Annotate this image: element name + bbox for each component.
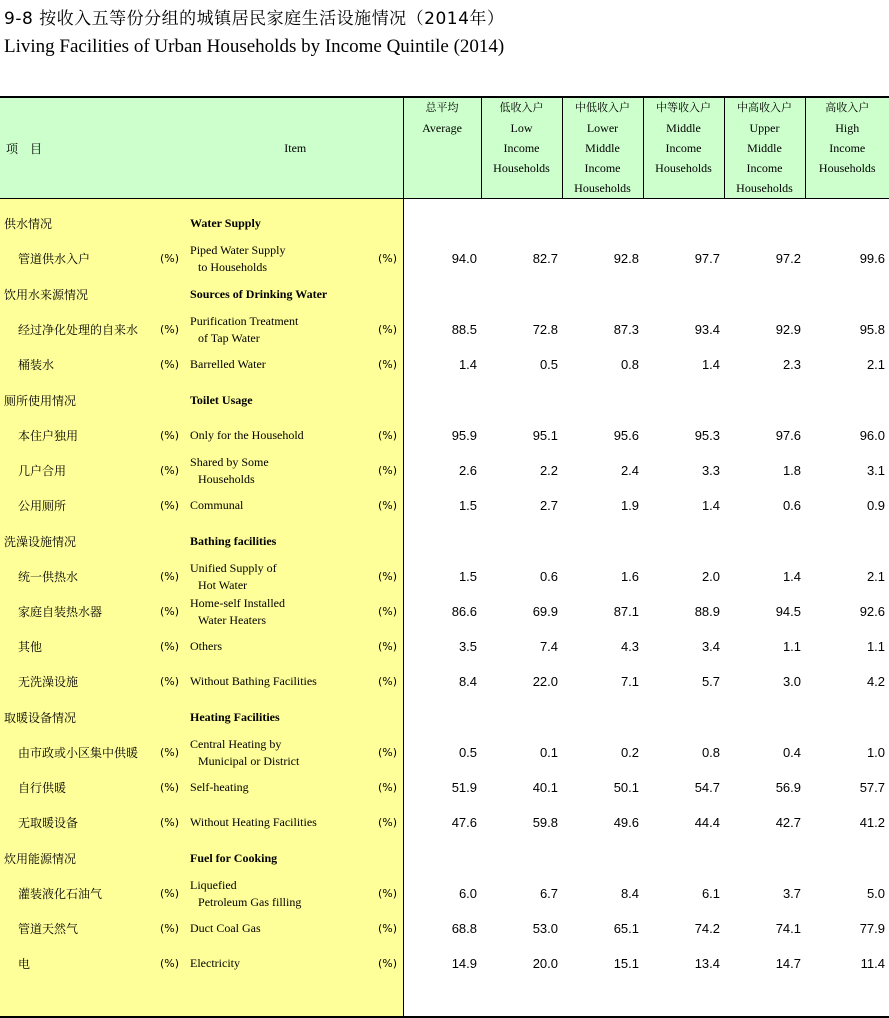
item-label-en: [188, 418, 378, 453]
col-header-en-line: Income: [503, 141, 540, 155]
col-header-zh: 低收入户: [499, 101, 544, 114]
unit-label: (%): [378, 347, 403, 382]
col-header-high-income: [805, 97, 889, 199]
header-row: [0, 97, 889, 199]
unit-label: (%): [160, 946, 188, 981]
value-low-income: 6.7: [539, 886, 559, 901]
value-upper-middle-income: 0.6: [782, 498, 802, 513]
unit-label: (%): [160, 735, 188, 770]
value-lower-middle-income: 7.1: [620, 674, 640, 689]
value-lower-middle-income: 87.1: [613, 604, 640, 619]
value-low-income: 2.7: [539, 498, 559, 513]
table-row: [0, 946, 889, 981]
value-upper-middle-income: 56.9: [775, 780, 802, 795]
section-label-zh: 洗澡设施情况: [0, 523, 160, 559]
unit-label: (%): [378, 770, 403, 805]
unit-label: (%): [378, 629, 403, 664]
value-middle-income: 74.2: [694, 921, 721, 936]
section-label-en: Sources of Drinking Water: [188, 276, 378, 312]
item-label-zh: 电: [0, 946, 160, 981]
item-label-en-line: Liquefied: [190, 877, 237, 892]
value-lower-middle-income: 0.2: [620, 745, 640, 760]
col-header-en-line: Average: [422, 121, 462, 135]
unit-label: (%): [160, 453, 188, 488]
value-high-income: 5.0: [866, 886, 886, 901]
section-row: [0, 276, 889, 312]
unit-label: (%): [378, 559, 403, 594]
section-label-en: Heating Facilities: [188, 699, 378, 735]
value-middle-income: 44.4: [694, 815, 721, 830]
item-label-zh: 统一供热水: [0, 559, 160, 594]
value-middle-income: 88.9: [694, 604, 721, 619]
table-row: [0, 629, 889, 664]
value-high-income: 3.1: [866, 463, 886, 478]
value-upper-middle-income: 1.4: [782, 569, 802, 584]
unit-label: (%): [160, 629, 188, 664]
col-header-en-line: High: [835, 121, 860, 135]
col-header-average: [403, 97, 481, 199]
value-upper-middle-income: 74.1: [775, 921, 802, 936]
value-average: 95.9: [451, 428, 478, 443]
value-high-income: 92.6: [859, 604, 886, 619]
value-lower-middle-income: 1.6: [620, 569, 640, 584]
unit-label: (%): [160, 488, 188, 523]
value-upper-middle-income: 92.9: [775, 322, 802, 337]
value-lower-middle-income: 95.6: [613, 428, 640, 443]
item-header-zh: 项 目: [0, 97, 188, 199]
unit-label: (%): [160, 347, 188, 382]
value-high-income: 99.6: [859, 251, 886, 266]
table-row: [0, 418, 889, 453]
item-label-en-line: Self-heating: [190, 780, 249, 794]
item-label-en-line: Unified Supply of: [190, 560, 277, 575]
value-middle-income: 3.4: [701, 639, 721, 654]
value-average: 2.6: [458, 463, 478, 478]
col-header-en-line: Income: [829, 141, 866, 155]
section-label-en: Toilet Usage: [188, 382, 378, 418]
item-label-en-line: Households: [198, 471, 255, 486]
unit-label: (%): [378, 735, 403, 770]
value-lower-middle-income: 0.8: [620, 357, 640, 372]
unit-label: (%): [160, 418, 188, 453]
section-row: [0, 382, 889, 418]
value-lower-middle-income: 1.9: [620, 498, 640, 513]
section-label-zh: 厕所使用情况: [0, 382, 160, 418]
unit-label: (%): [160, 664, 188, 699]
item-label-en: [188, 629, 378, 664]
item-label-en-line: Hot Water: [198, 577, 248, 592]
value-middle-income: 0.8: [701, 745, 721, 760]
table-row: [0, 594, 889, 629]
item-label-zh: 其他: [0, 629, 160, 664]
col-header-upper-middle-income: [724, 97, 805, 199]
item-label-en-line: Central Heating by: [190, 736, 282, 751]
table-row: [0, 488, 889, 523]
value-high-income: 95.8: [859, 322, 886, 337]
section-row: [0, 699, 889, 735]
value-upper-middle-income: 3.7: [782, 886, 802, 901]
value-low-income: 2.2: [539, 463, 559, 478]
item-label-en-line: Duct Coal Gas: [190, 921, 261, 935]
living-facilities-table: [0, 96, 889, 1016]
col-header-en-line: Middle: [747, 141, 782, 155]
value-average: 88.5: [451, 322, 478, 337]
table-title-english: Living Facilities of Urban Households by Income Quintile (2014): [4, 36, 505, 57]
value-average: 51.9: [451, 780, 478, 795]
value-average: 0.5: [458, 745, 478, 760]
table-row: [0, 453, 889, 488]
table-row: [0, 241, 889, 276]
item-label-zh: 由市政或小区集中供暖: [0, 735, 160, 770]
item-label-zh: 经过净化处理的自来水: [0, 312, 160, 347]
value-high-income: 0.9: [866, 498, 886, 513]
item-label-en-line: to Households: [198, 259, 268, 274]
item-label-zh: 灌装液化石油气: [0, 876, 160, 911]
value-middle-income: 2.0: [701, 569, 721, 584]
item-label-zh: 管道天然气: [0, 911, 160, 946]
value-lower-middle-income: 4.3: [620, 639, 640, 654]
value-upper-middle-income: 97.6: [775, 428, 802, 443]
col-header-en-line: Middle: [666, 121, 701, 135]
item-label-en-line: Others: [190, 639, 223, 653]
value-low-income: 53.0: [532, 921, 559, 936]
col-header-en-line: Low: [510, 121, 533, 135]
unit-label: (%): [378, 488, 403, 523]
item-label-en: [188, 347, 378, 382]
value-middle-income: 1.4: [701, 357, 721, 372]
value-middle-income: 5.7: [701, 674, 721, 689]
table-title-chinese: 9-8 按收入五等份分组的城镇居民家庭生活设施情况（2014年）: [4, 9, 505, 29]
value-middle-income: 6.1: [701, 886, 721, 901]
item-label-en-line: of Tap Water: [198, 330, 260, 345]
value-high-income: 77.9: [859, 921, 886, 936]
item-label-en-line: Petroleum Gas filling: [198, 894, 302, 909]
value-low-income: 22.0: [532, 674, 559, 689]
table-row: [0, 770, 889, 805]
value-middle-income: 1.4: [701, 498, 721, 513]
col-header-en-line: Households: [818, 161, 876, 175]
col-header-zh: 中高收入户: [737, 101, 793, 114]
value-upper-middle-income: 14.7: [775, 956, 802, 971]
value-average: 1.4: [458, 357, 478, 372]
section-label-en: Water Supply: [188, 205, 378, 241]
unit-label: (%): [378, 946, 403, 981]
value-average: 1.5: [458, 569, 478, 584]
item-label-en: [188, 911, 378, 946]
section-label-zh: 供水情况: [0, 205, 160, 241]
col-header-low-income: [481, 97, 562, 199]
item-label-zh: 桶装水: [0, 347, 160, 382]
value-average: 1.5: [458, 498, 478, 513]
value-high-income: 41.2: [859, 815, 886, 830]
value-high-income: 57.7: [859, 780, 886, 795]
table-row: [0, 876, 889, 911]
item-label-zh: 几户合用: [0, 453, 160, 488]
value-low-income: 95.1: [532, 428, 559, 443]
item-label-en: [188, 594, 378, 629]
value-low-income: 82.7: [532, 251, 559, 266]
col-header-en-line: Households: [655, 161, 712, 175]
item-label-en-line: Water Heaters: [198, 612, 267, 627]
col-header-middle-income: [643, 97, 724, 199]
item-label-en-line: Without Bathing Facilities: [190, 674, 317, 688]
item-label-en-line: Communal: [190, 498, 244, 512]
section-label-en: Bathing facilities: [188, 523, 378, 559]
value-upper-middle-income: 1.1: [782, 639, 802, 654]
table-row: [0, 805, 889, 840]
item-label-en: [188, 453, 378, 488]
item-label-zh: 无取暖设备: [0, 805, 160, 840]
item-label-en-line: Barrelled Water: [190, 357, 266, 371]
spacer-row: [0, 981, 889, 1016]
col-header-en-line: Lower: [586, 121, 619, 135]
col-header-zh: 中低收入户: [575, 101, 631, 114]
item-label-en: [188, 312, 378, 347]
table-row: [0, 559, 889, 594]
table-row: [0, 347, 889, 382]
item-label-en-line: Without Heating Facilities: [190, 815, 317, 829]
table-row: [0, 735, 889, 770]
item-label-zh: 自行供暖: [0, 770, 160, 805]
value-low-income: 0.6: [539, 569, 559, 584]
value-average: 86.6: [451, 604, 478, 619]
value-lower-middle-income: 49.6: [613, 815, 640, 830]
unit-label: (%): [378, 664, 403, 699]
unit-label: (%): [378, 453, 403, 488]
value-low-income: 40.1: [532, 780, 559, 795]
table-row: [0, 911, 889, 946]
item-label-en: [188, 946, 378, 981]
item-label-en: [188, 664, 378, 699]
value-average: 3.5: [458, 639, 478, 654]
section-label-zh: 炊用能源情况: [0, 840, 160, 876]
item-header-en: Item: [188, 97, 403, 199]
col-header-lower-middle-income: [562, 97, 643, 199]
value-lower-middle-income: 87.3: [613, 322, 640, 337]
value-upper-middle-income: 94.5: [775, 604, 802, 619]
table-row: [0, 664, 889, 699]
col-header-zh: 总平均: [425, 101, 459, 114]
value-middle-income: 97.7: [694, 251, 721, 266]
unit-label: (%): [160, 312, 188, 347]
value-lower-middle-income: 65.1: [613, 921, 640, 936]
value-low-income: 0.1: [539, 745, 559, 760]
col-header-en-line: Households: [574, 181, 631, 195]
value-middle-income: 54.7: [694, 780, 721, 795]
value-low-income: 69.9: [532, 604, 559, 619]
item-label-en: [188, 876, 378, 911]
value-low-income: 0.5: [539, 357, 559, 372]
value-low-income: 72.8: [532, 322, 559, 337]
item-label-zh: 本住户独用: [0, 418, 160, 453]
section-label-zh: 取暖设备情况: [0, 699, 160, 735]
item-label-zh: 公用厕所: [0, 488, 160, 523]
col-header-en-line: Upper: [749, 121, 780, 135]
item-label-en: [188, 735, 378, 770]
unit-label: (%): [378, 805, 403, 840]
value-average: 68.8: [451, 921, 478, 936]
unit-label: (%): [160, 805, 188, 840]
unit-label: (%): [378, 418, 403, 453]
item-label-en-line: Piped Water Supply: [190, 242, 286, 257]
unit-label: (%): [160, 559, 188, 594]
unit-label: (%): [160, 770, 188, 805]
value-middle-income: 93.4: [694, 322, 721, 337]
section-row: [0, 205, 889, 241]
unit-label: (%): [160, 911, 188, 946]
item-label-en-line: Only for the Household: [190, 428, 304, 442]
value-middle-income: 3.3: [701, 463, 721, 478]
table-row: [0, 312, 889, 347]
value-upper-middle-income: 42.7: [775, 815, 802, 830]
item-label-en: [188, 805, 378, 840]
value-lower-middle-income: 8.4: [620, 886, 640, 901]
section-label-en: Fuel for Cooking: [188, 840, 378, 876]
value-upper-middle-income: 97.2: [775, 251, 802, 266]
item-label-en-line: Municipal or District: [198, 753, 300, 768]
value-upper-middle-income: 0.4: [782, 745, 802, 760]
col-header-en-line: Middle: [585, 141, 620, 155]
unit-label: (%): [378, 911, 403, 946]
value-average: 47.6: [451, 815, 478, 830]
unit-label: (%): [160, 876, 188, 911]
value-low-income: 7.4: [539, 639, 559, 654]
item-label-en: [188, 770, 378, 805]
section-row: [0, 840, 889, 876]
value-upper-middle-income: 1.8: [782, 463, 802, 478]
value-average: 6.0: [458, 886, 478, 901]
unit-label: (%): [160, 594, 188, 629]
item-label-en-line: Electricity: [190, 956, 240, 970]
value-high-income: 96.0: [859, 428, 886, 443]
item-label-en-line: Purification Treatment: [190, 313, 299, 328]
value-high-income: 2.1: [866, 357, 886, 372]
section-row: [0, 523, 889, 559]
unit-label: (%): [378, 876, 403, 911]
item-label-zh: 管道供水入户: [0, 241, 160, 276]
table-body: [0, 205, 889, 1016]
value-middle-income: 13.4: [694, 956, 721, 971]
value-high-income: 4.2: [866, 674, 886, 689]
value-lower-middle-income: 15.1: [613, 956, 640, 971]
col-header-en-line: Households: [736, 181, 793, 195]
value-average: 8.4: [458, 674, 478, 689]
item-label-en: [188, 241, 378, 276]
value-high-income: 1.1: [866, 639, 886, 654]
item-label-en-line: Home-self Installed: [190, 595, 285, 610]
col-header-en-line: Households: [493, 161, 550, 175]
value-average: 94.0: [451, 251, 478, 266]
value-upper-middle-income: 3.0: [782, 674, 802, 689]
value-high-income: 2.1: [866, 569, 886, 584]
value-low-income: 59.8: [532, 815, 559, 830]
unit-label: (%): [160, 241, 188, 276]
unit-label: (%): [378, 594, 403, 629]
col-header-en-line: Income: [746, 161, 783, 175]
value-low-income: 20.0: [532, 956, 559, 971]
col-header-en-line: Income: [665, 141, 702, 155]
value-lower-middle-income: 92.8: [613, 251, 640, 266]
value-lower-middle-income: 50.1: [613, 780, 640, 795]
value-lower-middle-income: 2.4: [620, 463, 640, 478]
col-header-zh: 高收入户: [825, 101, 870, 114]
col-header-en-line: Income: [584, 161, 621, 175]
value-high-income: 11.4: [860, 956, 886, 971]
value-middle-income: 95.3: [694, 428, 721, 443]
unit-label: (%): [378, 241, 403, 276]
unit-label: (%): [378, 312, 403, 347]
col-header-zh: 中等收入户: [656, 101, 712, 114]
value-upper-middle-income: 2.3: [782, 357, 802, 372]
value-average: 14.9: [451, 956, 478, 971]
section-label-zh: 饮用水来源情况: [0, 276, 160, 312]
item-label-en-line: Shared by Some: [190, 454, 269, 469]
item-label-en: [188, 488, 378, 523]
value-high-income: 1.0: [866, 745, 886, 760]
item-label-zh: 家庭自装热水器: [0, 594, 160, 629]
item-label-en: [188, 559, 378, 594]
item-label-zh: 无洗澡设施: [0, 664, 160, 699]
